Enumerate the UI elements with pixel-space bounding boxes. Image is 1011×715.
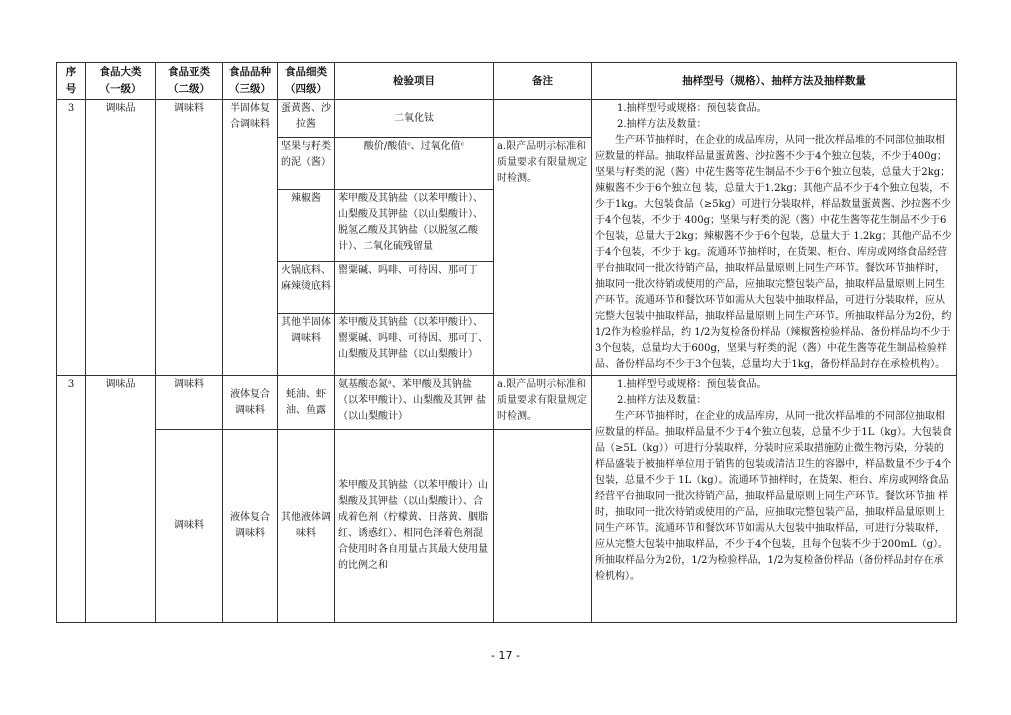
header-remark: 备注 (494, 63, 592, 100)
table-row (57, 100, 957, 138)
seq-cell: 3 (57, 100, 86, 376)
sampling-cell (592, 100, 957, 376)
items-cell: 二氧化钛 (335, 100, 494, 138)
sub-cell: 其他半固体调味料 (278, 314, 335, 376)
items-cell: 酸价/酸值ᶜ、过氧化值ᶜ (335, 138, 494, 190)
sampling-p2: 2.抽样方法及数量： (617, 395, 707, 406)
sub-cell: 坚果与籽类的泥（酱） (278, 138, 335, 190)
seq-cell: 3 (57, 376, 86, 623)
header-cat3: 食品品种 （三级） (223, 63, 278, 100)
sampling-p2: 2.抽样方法及数量： (617, 119, 707, 130)
sampling-p1: 1.抽样型号或规格：预包装食品。 (617, 103, 767, 114)
remark-cell (494, 430, 592, 623)
cat2-cell: 调味料 (156, 100, 223, 376)
header-seq: 序号 (57, 63, 86, 100)
cat2-cell: 调味料 (156, 376, 223, 430)
header-cat1: 食品大类 （一级） (86, 63, 156, 100)
sampling-p3: 生产环节抽样时，在企业的成品库房，从同一批次样品堆的不同部位抽取相应数量的样品。抽取样品量蛋黄酱、沙拉酱不少于4个独立包装，不少于400g；坚果与籽类的泥（酱）中花生酱等花生制品不少于6个独立包装，总量大于2kg；辣椒酱不少于6个独立包 装，总量大于1.2kg；其他产品不少于4个独立包装，不少于1kg。大包装食品（≥5kg）可进行分装取样，样品数量蛋黄酱、沙拉酱不少于4个包装，不少于 400g；坚果与籽类的泥（酱）中花生酱等花生制品不少于6个包装，总量大于2kg；辣椒酱不少于6个包装，总量大于 1.2kg；其他产品不少于4个包装，不少于 kg。流通环节抽样时，在货架、柜台、库房或网络食品经营平台抽取同一批次待销产品，抽取样品量原则上同生产环节。餐饮环节抽样时，抽取同一批次待销或使用的产品，应抽取完整包装产品，抽取样品量原则上同生产环节。流通环节和餐饮环节如需从大包装中抽取样品，可进行分装取样，应从完整大包装中抽取样品，抽取样品量原则上同生产环节。所抽取样品分为2份，约1/2作为检验样品，约 1/2为复检备份样品（辣椒酱检验样品、备份样品均不少于3个包装，总量均大于600g，坚果与籽类的泥（酱）中花生酱等花生制品检验样品、备份样品均不少于3个包装，总量均大于1kg，备份样品封存在承检机构）。 (595, 135, 952, 370)
cat3-cell: 液体复合调味料 (223, 430, 278, 623)
cat1-cell: 调味品 (86, 100, 156, 376)
remark-cell: a.限产品明示标准和质量要求有限量规定时检测。 (494, 138, 592, 376)
header-items: 检验项目 (335, 63, 494, 100)
sub-cell: 蛋黄酱、沙拉酱 (278, 100, 335, 138)
header-cat2: 食品亚类 （二级） (156, 63, 223, 100)
header-sampling: 抽样型号（规格）、抽样方法及抽样数量 (592, 63, 957, 100)
sampling-cell (592, 376, 957, 623)
cat1-cell: 调味品 (86, 376, 156, 623)
remark-cell: a.限产品明示标准和质量要求有限量规定时检测。 (494, 376, 592, 430)
header-row (57, 63, 957, 100)
sampling-p1: 1.抽样型号或规格：预包装食品。 (617, 379, 767, 390)
sub-cell: 蚝油、虾油、鱼露 (278, 376, 335, 430)
items-cell: 苯甲酸及其钠盐（以苯甲酸计）、罂粟碱、吗啡、可待因、那可丁、山梨酸及其钾盐（以山梨酸计） (335, 314, 494, 376)
sub-cell: 其他液体调味料 (278, 430, 335, 623)
items-cell: 罂粟碱、吗啡、可待因、那可丁 (335, 262, 494, 314)
sub-cell: 辣椒酱 (278, 190, 335, 262)
items-cell: 苯甲酸及其钠盐（以苯甲酸计）、山梨酸及其钾盐（以山梨酸计）、脱氢乙酸及其钠盐（以脱氢乙酸计）、二氧化硫残留量 (335, 190, 494, 262)
inspection-table (56, 62, 957, 623)
sampling-p3: 生产环节抽样时，在企业的成品库房，从同一批次样品堆的不同部位抽取相应数量的样品。抽取样品量不少于4个独立包装，总量不少于1L（kg）。大包装食品（≥5L（kg））可进行分装取样，分装时应采取措施防止微生物污染，分装的样品盛装于被抽样单位用于销售的包装或清洁卫生的容器中，样品数量不少于4个包装，总量不少于 1L（kg）。流通环节抽样时，在货架、柜台、库房或网络食品经营平台抽取同一批次待销产品，抽取样品量原则上同生产环节。餐饮环节抽 样时，抽取同一批次待销或使用的产品，应抽取完整包装产品，抽取样品量原则上同生产环节。流通环节和餐饮环节如需从大包装中抽取样品，可进行分装取样，应从完整大包装中抽取样品，不少于4个包装，且每个包装不少于200mL（g）。所抽取样品分为2份，1/2为检验样品，1/2为复检备份样品（备份样品封存在承检机构）。 (595, 411, 952, 582)
page-number: - 17 - (491, 649, 520, 662)
cat3-cell: 半固体复合调味料 (223, 100, 278, 376)
items-cell: 苯甲酸及其钠盐（以苯甲酸计）山梨酸及其钾盐（以山梨酸计）、合成着色剂（柠檬黄、日落黄、胭脂红、诱惑红）、相同色泽着色剂混合使用时各自用量占其最大使用量的比例之和 (335, 430, 494, 623)
sub-cell: 火锅底料、麻辣烫底料 (278, 262, 335, 314)
table-row (57, 376, 957, 430)
items-cell: 氨基酸态氮ᵃ、苯甲酸及其钠盐（以苯甲酸计）、山梨酸及其钾 盐（以山梨酸计） (335, 376, 494, 430)
header-cat4: 食品细类 （四级） (278, 63, 335, 100)
cat2-cell: 调味料 (156, 430, 223, 623)
remark-cell (494, 100, 592, 138)
cat3-cell: 液体复合调味料 (223, 376, 278, 430)
